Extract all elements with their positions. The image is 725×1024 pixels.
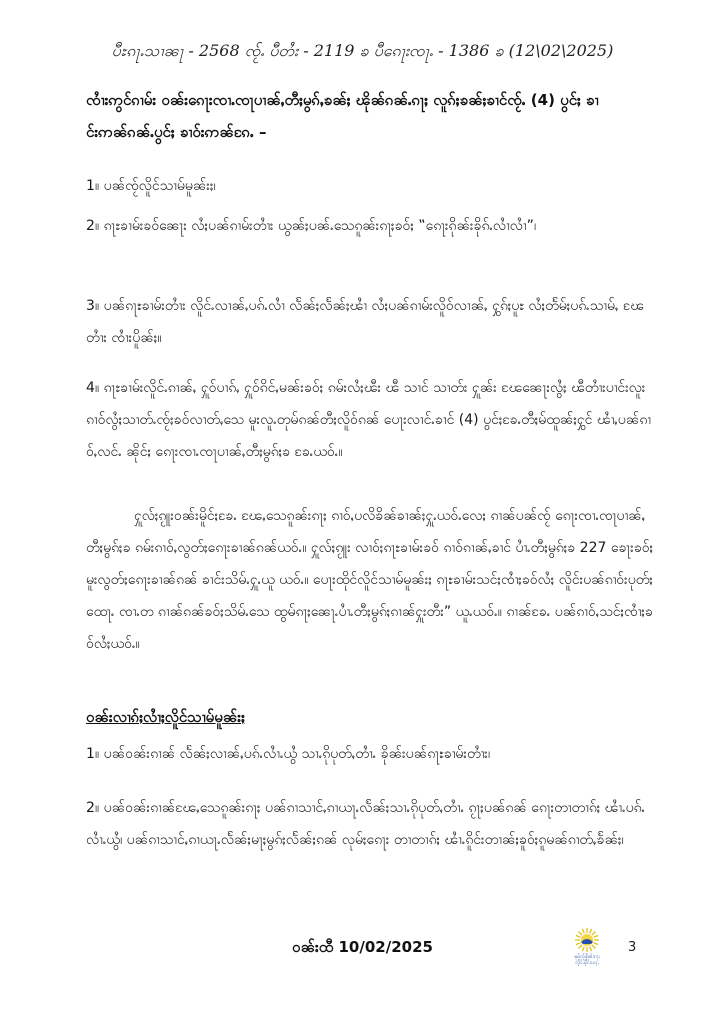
sun-ray bbox=[592, 945, 596, 949]
sun-ray bbox=[592, 932, 596, 936]
organization-logo bbox=[562, 926, 612, 966]
body-paragraph: ႁူလ်ႈၵႂူးဝၼ်းမိူင်ႈၶႄႉ ၽႄႇသေၵူၼ်းၵႃႈ ၵၢဝ်ႇပလိၶိၼ်ၶၢၼ်ႈႁူႉယဝ်ႉလေႈ ၵၢၼ်ပၼ်ၸႂ် ၵေႃးၸၢႉၸႃပၢၼ်ႇတီႈမွၵ်ႈၶ ၵမ်းၵၢဝ်ႇလွတ်ႈၵေႃးၶၢၼ်ၵၼ်ယဝ်ႉ။ ႁူလ်ႈၵႂူး လၢဝ်ႈၵႃႊၶၢမ်းၶဝ် ၵၢဝ်ၵၢၼ်ႇၶၢင် ပၢႆႉတီႈမွၵ်ႈၶ 227 ၶေႃးၶဝ်ႈ မူးလွတ်ႈၵေႃးၶၢၼ်ၵၼ် ၶၢင်းသိမ်ႉႁူႉယူ ယဝ်ႉ။ ပေႃးထိုင်လိူင်သၢမ်မူၼ်းႈ ၵႃႊၶၢမ်းသင်ႈၸၢႆႈၶဝ်လႆႈ လိူင်းပၼ်ၵၢဝ်းပုတ်ႈထေႃႉ ၸၢႉတ ၵၢၼ်ၵၼ်ၶဝ်ႈသိမ်ႉသေ ထွမ်ၵႃႈၼေႃႉပၢႆႉတီႈမွၵ်ႈၵၢၼ်ႁူးတီး” ယူႉယဝ်ႉ။ ၵၢၼ်ၶႄႉ ပၼ်ၵၢဝ်ႇသင်ႈၸၢႆႈၶဝ်လႆႈယဝ်ႉ။ bbox=[86, 508, 654, 652]
section-heading: ဝၼ်းလၢၵ်ႈလၢႆႈလိူင်သၢမ်မူၼ်းႈ bbox=[86, 708, 245, 726]
document-title: ၸၢႆးဢွင်ၵၢမ်း ဝၼ်းၵေႃးၸၢႉၸႃပၢၼ်ႇတီႈမွၵ်ႇၶၼ်ႈ ၽိုၼ်ၵၼ်ႉၵႃႈ လူၵ်ႈၶၼ်ႈၶၢင်ၸႂ်ႉ (4) ပွင်ႈ ၶၢင်းဢၼ်ၵၼ်ႉပွင်ႈ ၶၢဝ်းဢၼ်ၵႄႉ – bbox=[86, 91, 599, 141]
sun-ray bbox=[582, 946, 584, 951]
section-item-1: 1။ ပၼ်ဝၼ်းၵၢၼ် လႅၼ်ႈလၢၼ်ႇပၵ်ႉလၢႆႉယွႆ သၢႉၵိုပုတ်ႇတၢႆႉ ၶိုၼ်းပၼ်ၵႃႊၶၢမ်းတၢႆး၊ bbox=[86, 746, 491, 762]
sun-ray bbox=[582, 929, 584, 934]
sun-ray bbox=[579, 932, 583, 936]
sun-ray bbox=[576, 943, 581, 945]
intro-item-1: 1။ ပၼ်ၸႂ်လိူင်သၢမ်မူၼ်းႈ၊ bbox=[86, 178, 216, 194]
sun-logo-icon bbox=[562, 926, 612, 966]
logo-text-line2: လိူင်ႉမိူင်းယႃႇ bbox=[575, 960, 599, 966]
section-item-2: 2။ ပၼ်ဝၼ်းၵၢၼ်ၽႄႇသေၵူၼ်းၵႃႈ ပၼ်ၵၢသၢင်ႇၵၢယႃႉလႅၼ်ႈသၢႉၵိုပုတ်ႇတၢႆႉ ၵႂႃႈပၼ်ၵၼ် ၵေႃးတၢတၢၵ်ႈ ၽၢႆႉပၵ်ႉလၢႆႉယွႆ၊ ပၼ်ၵၢသၢင်ႇၵၢယႃႉလႅၼ်ႈမႃႈမွၵ်ႈလႅၼ်ႈၵၼ် လုမ်ႈၵေႃး တၢတၢၵ်ႈ ၽၢႆႉၵိူင်းတၢၼ်ႈၶူဝ်ႈၵူမၼ်ၵၢတ်ႇၶႅၼ်ႈ၊ bbox=[86, 800, 646, 848]
sun-ray bbox=[579, 945, 583, 949]
sun-ray bbox=[593, 943, 598, 945]
sun-ray bbox=[576, 935, 581, 937]
logo-text-line1: ၶုမ်ၸႂ်ၶိုၼ်းၵႃႈ bbox=[574, 954, 600, 960]
page-number: 3 bbox=[628, 940, 637, 955]
footer-date: ဝၼ်းထီ 10/02/2025 bbox=[292, 938, 433, 956]
header-date-line: ပီႊၵႃႉသၢၼႃ - 2568 ၸႂ်ႉ ပီတႆး - 2119 ၶ ပီၵေႃးၸႃႉ - 1386 ၶ (12\02\2025) bbox=[111, 41, 614, 60]
sun-ray bbox=[590, 946, 592, 951]
sun-ray bbox=[593, 935, 598, 937]
intro-item-2: 2။ ၵႃႊၶၢမ်းၶဝ်ၼေႃး လႆႈပၼ်ၵၢမ်းတၢႆး ယွၼ်ႈပၼ်ႉသေၵူၼ်းၵႃႈၶဝ်ႈ ‟ၵေႃးၵိုၼ်းၶိုၵ်ႉလၢႆလၢႆ”၊ bbox=[86, 218, 537, 234]
sun-ray bbox=[590, 929, 592, 934]
intro-item-4: 4။ ၵႃႊၶၢမ်းလိူင်ႉၵၢၼ်ႇ ႁူဝ်ပၢၵ်ႇ ႁူဝ်ၵိင်ႇမၼ်းၶဝ်ႈ ၵမ်းလႆႈၽီး ၽီ သၢင် သၢတ်း ႁူၼ်း ၽႄၼေႃးလွႆႈ ၽီတၢႆးပၢင်းလူး ၵၢဝ်လွႆႈသၢတ်ႉၸႂ်ႈၶဝ်လၢတ်ႇသေ မူးလူႉတုမ်ၵၼ်တီႈလိူဝ်ၵၼ် ပေႃးလၢင်ႉၶၢင် (4) ပွင်ႈၶႄႉတီႈမ်ထူၼ်ႈႁွင် ၽၢႆႇပၼ်ၵၢဝ်ႇလင်ႉ ၼိုင်ႈ ၵေႃးၸၢႉၸႃပၢၼ်ႇတီႈမွၵ်ႈၶ ၶႄႉယဝ်ႉ။ bbox=[86, 380, 651, 460]
intro-item-3: 3။ ပၼ်ၵႃႊၶၢမ်းတၢႆး လိူင်ႉလၢၼ်ႇပၵ်ႉလၢႆ လႅၼ်ႈလႅၼ်ႈၽၢႆ လႆႈပၼ်ၵၢမ်းလိူဝ်လၢၼ်ႇ ႁွၵ်ႈပူႊ လႆႈတႅမ်ႈပၵ်ႉသၢမ်ႇ ၽႄတၢႆး ၸၢႆးပိူၼ်ႈ။ bbox=[86, 298, 644, 346]
